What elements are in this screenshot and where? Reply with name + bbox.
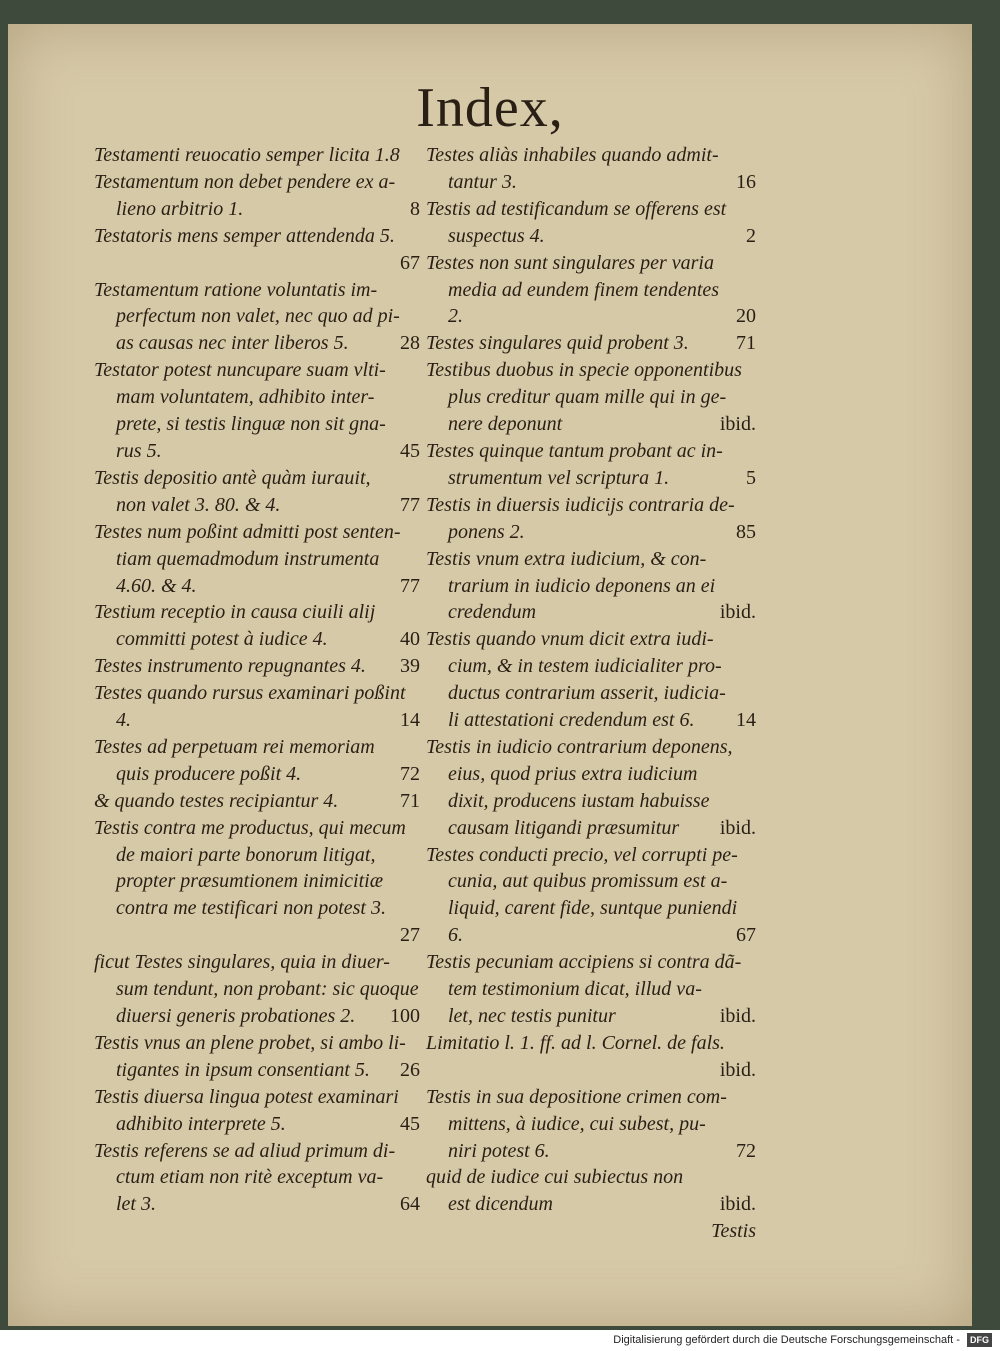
index-entry-line <box>94 707 420 734</box>
index-entry-text: Limitatio l. 1. ff. ad l. Cornel. de fals. <box>426 1031 725 1054</box>
index-entry-text: & quando testes recipiantur 4. <box>94 789 339 812</box>
index-page-ref: 72 <box>400 762 420 785</box>
index-entry-text: Testis in sua depositione crimen com- <box>426 1085 727 1108</box>
index-entry <box>426 949 756 1030</box>
footer-credit: Digitalisierung gefördert durch die Deutsche Forschungsgemeinschaft - <box>613 1334 960 1346</box>
index-entry <box>426 142 756 196</box>
index-entry-line <box>94 142 420 169</box>
index-entry-text: 2. <box>448 305 463 328</box>
index-entry-line <box>426 922 756 949</box>
index-entry-text: Testes conducti precio, vel corrupti pe- <box>426 843 738 866</box>
index-entry-line <box>426 949 756 976</box>
index-page-ref: ibid. <box>719 601 756 624</box>
index-page-ref: 45 <box>400 439 420 462</box>
index-entry <box>426 196 756 250</box>
index-entry-line <box>426 546 756 573</box>
index-page-ref: ibid. <box>719 1193 756 1216</box>
index-entry-line <box>94 1084 420 1111</box>
index-page-ref: 67 <box>400 251 420 274</box>
index-entry-text: mittens, à iudice, cui subest, pu- <box>448 1112 706 1135</box>
index-entry-text: ficut Testes singulares, quia in diuer- <box>94 951 390 974</box>
index-entry-line <box>94 384 420 411</box>
index-entry-text: dixit, producens iustam habuisse <box>448 789 710 812</box>
index-entry-line <box>426 1164 756 1191</box>
index-entry-line <box>426 519 756 546</box>
index-entry-text: causam litigandi præsumitur <box>448 816 680 839</box>
index-entry-text: diuersi generis probationes 2. <box>116 1005 356 1027</box>
index-entry-line <box>426 330 756 357</box>
index-entry-text: Testis quando vnum dicit extra iudi- <box>426 628 714 651</box>
index-entry-text: credendum <box>448 601 537 624</box>
index-entry <box>94 815 420 950</box>
index-entry-line <box>426 573 756 600</box>
index-page-ref: 72 <box>736 1139 756 1162</box>
index-entry-line <box>426 438 756 465</box>
index-entry-line <box>94 761 420 788</box>
index-entry-text: Testes quando rursus examinari poßint <box>94 682 406 705</box>
index-entry-text: Testes singulares quid probent 3. <box>426 332 689 355</box>
index-entry-line <box>426 761 756 788</box>
index-page-ref: 5 <box>746 466 756 489</box>
index-entry-text: Testium receptio in causa ciuili alij <box>94 601 376 624</box>
index-entry-line <box>426 169 756 196</box>
index-page-ref: 100 <box>390 1005 420 1027</box>
index-entry <box>94 680 420 734</box>
index-entry <box>426 1030 756 1084</box>
index-entry-text: nere deponunt <box>448 413 563 436</box>
index-entry <box>426 357 756 438</box>
index-entry-text: de maiori parte bonorum litigat, <box>116 843 376 866</box>
index-column-right <box>426 142 756 1245</box>
index-entry-line <box>426 142 756 169</box>
page-title: Index, <box>416 77 564 139</box>
index-entry-text: Testes instrumento repugnantes 4. <box>94 655 366 678</box>
index-page-ref: 27 <box>400 924 420 947</box>
index-page-ref: 26 <box>400 1058 420 1081</box>
index-entry-text: Testamentum ratione voluntatis im- <box>94 278 378 301</box>
index-entry-line <box>94 573 420 600</box>
index-page-ref: 39 <box>400 655 420 678</box>
catchword: Testis <box>711 1220 756 1243</box>
index-entry-line <box>426 1030 756 1057</box>
index-entry-text: mam voluntatem, adhibito inter- <box>116 386 375 409</box>
index-entry <box>426 1084 756 1165</box>
index-entry-line <box>426 1138 756 1165</box>
index-entry-text: let 3. <box>116 1193 156 1216</box>
index-entry-line <box>426 384 756 411</box>
index-page-ref: ibid. <box>719 1058 756 1081</box>
index-entry-text: committi potest à iudice 4. <box>116 628 328 651</box>
index-entry-text: Testamenti reuocatio semper licita 1.8 <box>94 144 400 166</box>
index-entry <box>426 492 756 546</box>
index-entry-line <box>426 815 756 842</box>
index-entry <box>94 169 420 223</box>
index-entry-text: cunia, aut quibus promissum est a- <box>448 870 728 893</box>
index-entry-line <box>426 895 756 922</box>
index-page-ref: 77 <box>400 574 420 597</box>
index-entry-text: adhibito interprete 5. <box>116 1112 286 1135</box>
index-entry-line <box>94 169 420 196</box>
index-entry <box>94 223 420 277</box>
index-entry-text: as causas nec inter liberos 5. <box>116 332 349 355</box>
index-entry-text: Testis in iudicio contrarium deponens, <box>426 735 733 758</box>
index-entry-line <box>94 626 420 653</box>
index-entry-line <box>426 653 756 680</box>
index-page-ref: 28 <box>400 332 420 355</box>
index-entry-line <box>426 492 756 519</box>
index-entry-line <box>426 707 756 734</box>
index-column-left <box>94 142 420 1218</box>
index-entry-text: non valet 3. 80. & 4. <box>116 493 281 516</box>
index-entry-line <box>426 599 756 626</box>
index-entry-line <box>94 330 420 357</box>
index-entry-line <box>94 438 420 465</box>
index-entry-line <box>94 788 420 815</box>
index-entry-line <box>94 546 420 573</box>
index-page-ref: 71 <box>736 332 756 355</box>
index-page-ref: 2 <box>746 224 756 247</box>
index-entry-text: quis producere poßit 4. <box>116 762 302 785</box>
index-entry <box>94 949 420 1030</box>
index-entry-text: ponens 2. <box>448 520 525 543</box>
index-entry-text: lieno arbitrio 1. <box>116 197 244 220</box>
index-entry-line <box>94 223 420 250</box>
index-entry-text: Testis pecuniam accipiens si contra dã- <box>426 951 742 974</box>
index-entry <box>94 357 420 465</box>
index-entry-line <box>94 465 420 492</box>
index-page-ref: ibid. <box>719 1005 756 1027</box>
index-entry-text: contra me testificari non potest 3. <box>116 897 386 920</box>
index-page-ref: 40 <box>400 628 420 651</box>
index-entry <box>94 1084 420 1138</box>
index-entry <box>426 842 756 950</box>
index-entry-line <box>94 196 420 223</box>
index-entry-line <box>426 1003 756 1030</box>
index-entry-text: eius, quod prius extra iudicium <box>448 762 698 785</box>
index-entry-text: sum tendunt, non probant: sic quoque <box>116 978 419 1001</box>
index-entry-text: Testis vnus an plene probet, si ambo li- <box>94 1031 406 1054</box>
index-entry-text: tantur 3. <box>448 170 517 193</box>
index-entry-line <box>94 842 420 869</box>
index-entry-text: tiam quemadmodum instrumenta <box>116 547 380 570</box>
index-entry-line <box>94 1111 420 1138</box>
index-entry <box>426 626 756 734</box>
index-entry-line <box>426 223 756 250</box>
book-page <box>8 24 972 1326</box>
index-entry-line <box>94 734 420 761</box>
index-entry-text: 4.60. & 4. <box>116 574 197 597</box>
index-entry-line <box>426 1111 756 1138</box>
index-entry-text: trarium in iudicio deponens an ei <box>448 574 716 597</box>
index-entry <box>426 438 756 492</box>
index-entry-text: est dicendum <box>448 1193 553 1216</box>
index-entry-line <box>426 196 756 223</box>
index-entry-text: prete, si testis linguæ non sit gna- <box>116 413 386 436</box>
index-entry-line <box>94 976 420 1003</box>
index-entry-line <box>426 303 756 330</box>
index-entry-line <box>94 492 420 519</box>
index-entry-line <box>94 895 420 922</box>
index-entry-line <box>94 303 420 330</box>
digitization-footer <box>0 1330 992 1351</box>
index-page-ref: 67 <box>736 924 756 947</box>
index-entry-line <box>94 357 420 384</box>
index-entry-line <box>94 949 420 976</box>
index-page-ref: 64 <box>400 1193 420 1216</box>
index-page-ref: ibid. <box>719 816 756 839</box>
index-entry-text: Testes non sunt singulares per varia <box>426 251 714 274</box>
index-entry-text: quid de iudice cui subiectus non <box>426 1166 684 1189</box>
index-entry-line <box>426 277 756 304</box>
index-entry-line <box>94 519 420 546</box>
index-entry-line <box>94 1164 420 1191</box>
index-entry-line <box>426 1057 756 1084</box>
index-entry-line <box>426 1191 756 1218</box>
index-entry-line <box>94 815 420 842</box>
index-entry-text: Testes aliàs inhabiles quando admit- <box>426 144 719 166</box>
index-page-ref: 45 <box>400 1112 420 1135</box>
index-page-ref: ibid. <box>719 413 756 436</box>
index-page-ref: 14 <box>400 709 420 732</box>
index-entry-text: liquid, carent fide, suntque puniendi <box>448 897 738 920</box>
index-entry-line <box>426 868 756 895</box>
index-page-ref: 14 <box>736 709 756 732</box>
index-entry <box>426 734 756 842</box>
index-entry-text: 4. <box>116 709 131 732</box>
index-entry-text: let, nec testis punitur <box>448 1005 616 1027</box>
index-entry-line <box>426 411 756 438</box>
index-entry-line <box>426 626 756 653</box>
index-entry-line <box>94 1191 420 1218</box>
index-entry-line <box>94 1057 420 1084</box>
index-entry-line <box>94 1003 420 1030</box>
index-entry <box>94 653 420 680</box>
index-entry-text: Testis diuersa lingua potest examinari <box>94 1085 399 1108</box>
index-entry-text: perfectum non valet, nec quo ad pi- <box>116 305 400 328</box>
index-entry-text: Testibus duobus in specie opponentibus <box>426 359 742 382</box>
index-entry-text: Testes ad perpetuam rei memoriam <box>94 735 375 758</box>
index-entry <box>94 465 420 519</box>
index-entry <box>426 1164 756 1218</box>
index-page-ref: 71 <box>400 789 420 812</box>
index-entry-text: li attestationi credendum est 6. <box>448 709 695 732</box>
index-entry-text: suspectus 4. <box>448 224 545 247</box>
index-entry-text: Testes num poßint admitti post senten- <box>94 520 401 543</box>
index-entry <box>426 330 756 357</box>
index-entry-text: Testis contra me productus, qui mecum <box>94 816 406 839</box>
index-entry-line <box>94 922 420 949</box>
index-entry-text: niri potest 6. <box>448 1139 550 1162</box>
index-entry-line <box>94 250 420 277</box>
index-entry-text: Testamentum non debet pendere ex a- <box>94 170 396 193</box>
index-entry-text: ctum etiam non ritè exceptum va- <box>116 1166 384 1189</box>
index-entry <box>94 599 420 653</box>
index-entry-line <box>426 976 756 1003</box>
index-entry-text: Testator potest nuncupare suam vlti- <box>94 359 386 382</box>
index-entry-line <box>94 1138 420 1165</box>
index-entry-text: cium, & in testem iudicialiter pro- <box>448 655 722 678</box>
index-entry <box>94 734 420 788</box>
index-page-ref: 77 <box>400 493 420 516</box>
index-entry <box>94 142 420 169</box>
index-entry-text: tigantes in ipsum consentiant 5. <box>116 1058 370 1081</box>
index-entry <box>94 277 420 358</box>
index-entry <box>94 519 420 600</box>
index-entry-text: Testes quinque tantum probant ac in- <box>426 439 723 462</box>
index-entry-text: 6. <box>448 924 463 947</box>
index-entry-line <box>94 277 420 304</box>
index-entry-text: strumentum vel scriptura 1. <box>448 466 670 489</box>
index-entry-line <box>426 465 756 492</box>
index-entry-text: media ad eundem finem tendentes <box>448 278 720 301</box>
index-entry-text: Testis referens se ad aliud primum di- <box>94 1139 396 1162</box>
index-entry <box>94 788 420 815</box>
index-entry-line <box>426 680 756 707</box>
index-page-ref: 20 <box>736 305 756 328</box>
index-entry-line <box>94 868 420 895</box>
index-entry <box>94 1030 420 1084</box>
index-entry-line <box>426 357 756 384</box>
index-entry-line <box>94 680 420 707</box>
index-page-ref: 8 <box>410 197 420 220</box>
index-entry-line <box>426 250 756 277</box>
index-entry-text: Testis depositio antè quàm iurauit, <box>94 466 371 489</box>
index-entry-line <box>94 653 420 680</box>
index-page-ref: 85 <box>736 520 756 543</box>
index-page-ref: 16 <box>736 170 756 193</box>
index-entry-line <box>426 734 756 761</box>
index-entry-text: plus creditur quam mille qui in ge- <box>448 386 727 409</box>
index-entry-line <box>94 1030 420 1057</box>
index-entry-line <box>94 599 420 626</box>
index-entry-text: tem testimonium dicat, illud va- <box>448 978 702 1001</box>
index-entry-line <box>426 788 756 815</box>
index-entry-text: Testis in diuersis iudicijs contraria de- <box>426 493 735 516</box>
index-entry-text: ductus contrarium asserit, iudicia- <box>448 682 726 705</box>
index-entry-text: Testis ad testificandum se offerens est <box>426 197 727 220</box>
index-entry-text: Testatoris mens semper attendenda 5. <box>94 224 395 247</box>
index-entry-line <box>426 842 756 869</box>
index-entry <box>94 1138 420 1219</box>
index-entry <box>426 546 756 627</box>
index-entry-text: propter præsumtionem inimicitiæ <box>116 870 384 893</box>
index-entry-text: Testis vnum extra iudicium, & con- <box>426 547 707 570</box>
index-entry-text: rus 5. <box>116 439 162 462</box>
index-entry-line <box>94 411 420 438</box>
index-entry-line <box>426 1084 756 1111</box>
index-entry <box>426 250 756 331</box>
dfg-logo: DFG <box>967 1333 992 1347</box>
